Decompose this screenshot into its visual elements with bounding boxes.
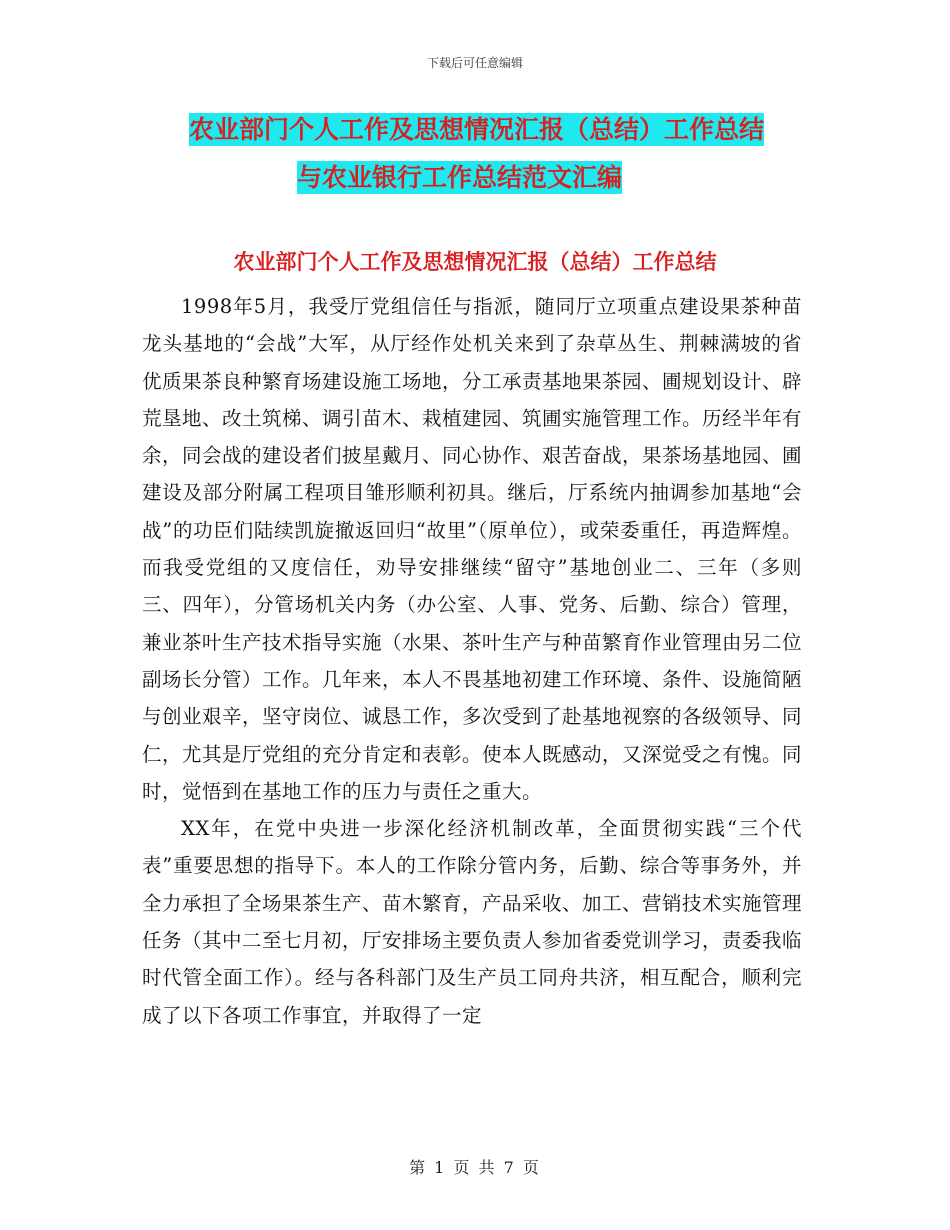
body-text — [142, 288, 802, 1034]
page-header-note: 下载后可任意编辑 — [426, 56, 523, 70]
title-line-1: 农业部门个人工作及思想情况汇报（总结）工作总结 — [189, 115, 765, 144]
paragraph-1: 1998年5月，我受厅党组信任与指派，随同厅立项重点建设果茶种苗龙头基地的“会战”大军，从厅经作处机关来到了杂草丛生、荆棘满坡的省优质果茶良种繁育场建设施工场地，分工承责基地果茶园、圃规划设计、辟荒垦地、改土筑梯、调引苗木、栽植建园、筑圃实施管理工作。历经半年有余，同会战的建设者们披星戴月、同心协作、艰苦奋战，果茶场基地园、圃建设及部分附属工程项目雏形顺利初具。继后，厅系统内抽调参加基地“会战”的功臣们陆续凯旋撤返回归“故里”（原单位），或荣委重任，再造辉煌。而我受党组的又度信任，劝导安排继续“留守”基地创业二、三年（多则三、四年），分管场机关内务（办公室、人事、党务、后勤、综合）管理，兼业茶叶生产技术指导实施（水果、茶叶生产与种苗繁育作业管理由另二位副场长分管）工作。几年来，本人不畏基地初建工作环境、条件、设施简陋与创业艰辛，坚守岗位、诚恳工作，多次受到了赴基地视察的各级领导、同仁，尤其是厅党组的充分肯定和表彰。使本人既感动，又深觉受之有愧。同时，觉悟到在基地工作的压力与责任之重大。 — [142, 295, 803, 803]
document-title — [140, 106, 810, 202]
title-line-2: 与农业银行工作总结范文汇编 — [297, 163, 623, 192]
paragraph-2: XX年，在党中央进一步深化经济机制改革，全面贯彻实践“三个代表”重要思想的指导下。本人的工作除分管内务，后勤、综合等事务外，并全力承担了全场果茶生产、苗木繁育，产品采收、加工、营销技术实施管理任务（其中二至七月初，厅安排场主要负责人参加省委党训学习，责委我临时代管全面工作）。经与各科部门及生产员工同舟共济，相互配合，顺利完成了以下各项工作事宜，并取得了一定 — [142, 817, 803, 1027]
page-footer: 第 1 页 共 7 页 — [409, 1158, 541, 1177]
section-title: 农业部门个人工作及思想情况汇报（总结）工作总结 — [233, 250, 717, 274]
